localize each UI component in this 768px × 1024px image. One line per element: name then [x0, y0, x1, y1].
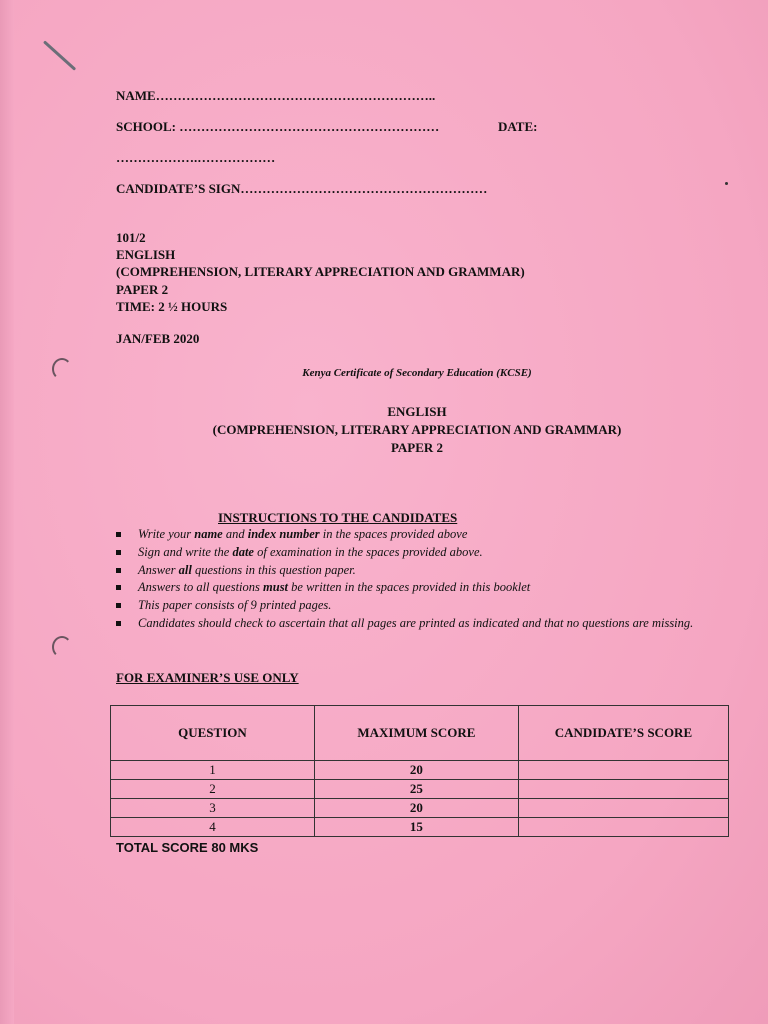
table-row: [111, 799, 729, 818]
center-subtitle: (COMPREHENSION, LITERARY APPRECIATION AND GRAMMAR): [212, 422, 622, 437]
bullet-icon: [116, 532, 121, 537]
bullet-icon: [116, 603, 121, 608]
instruction-text: Answer all questions in this question paper.: [138, 562, 356, 577]
paper-subject: ENGLISH: [116, 247, 176, 262]
paper-number: PAPER 2: [116, 282, 169, 297]
total-score: TOTAL SCORE 80 MKS: [116, 840, 259, 855]
bullet-icon: [116, 550, 121, 555]
instruction-text: Write your name and index number in the spaces provided above: [138, 527, 468, 541]
ink-speck: [725, 182, 728, 185]
school-field[interactable]: SCHOOL: ……………………………………………………: [116, 119, 440, 134]
question-cell: 2: [111, 780, 315, 799]
date-field[interactable]: ……………….………………: [116, 150, 276, 165]
instruction-item: [116, 544, 716, 562]
exam-body-name: Kenya Certificate of Secondary Education (KCSE): [302, 367, 532, 379]
paper-session: JAN/FEB 2020: [116, 331, 200, 346]
max-score-cell: 20: [314, 761, 518, 780]
column-header-max-score: MAXIMUM SCORE: [314, 706, 518, 761]
table-header-row: [111, 706, 729, 761]
center-paper: PAPER 2: [390, 440, 444, 455]
instructions-title: INSTRUCTIONS TO THE CANDIDATES: [218, 510, 458, 525]
bullet-icon: [116, 621, 121, 626]
instruction-item: [116, 579, 716, 597]
instruction-text: Sign and write the date of examination in the spaces provided above.: [138, 544, 483, 559]
candidate-score-cell[interactable]: [518, 780, 728, 799]
paper-code: 101/2: [116, 230, 146, 245]
table-row: [111, 761, 729, 780]
table-row: [111, 780, 729, 799]
candidate-score-cell[interactable]: [518, 818, 728, 837]
max-score-cell: 25: [314, 780, 518, 799]
instructions-list: [116, 526, 716, 633]
examiner-title: FOR EXAMINER’S USE ONLY: [116, 670, 299, 685]
bullet-icon: [116, 568, 121, 573]
bullet-icon: [116, 585, 121, 590]
instruction-text: This paper consists of 9 printed pages.: [138, 598, 332, 613]
instruction-text: Answers to all questions must be written in the spaces provided in this booklet: [138, 580, 531, 595]
paper-edge: [0, 0, 14, 1024]
instruction-item: [116, 597, 716, 615]
column-header-candidate-score: CANDIDATE’S SCORE: [518, 706, 728, 761]
staple-mark: [43, 40, 76, 70]
column-header-question: QUESTION: [111, 706, 315, 761]
name-field[interactable]: NAME………………………………………………………..: [116, 88, 436, 103]
candidate-sign-field[interactable]: CANDIDATE’S SIGN…………………………………………………: [116, 181, 488, 196]
instruction-item: [116, 526, 716, 544]
question-cell: 4: [111, 818, 315, 837]
instruction-item: [116, 562, 716, 580]
paper-time: TIME: 2 ½ HOURS: [116, 299, 228, 314]
candidate-score-cell[interactable]: [518, 761, 728, 780]
paper-subtitle: (COMPREHENSION, LITERARY APPRECIATION AND GRAMMAR): [116, 264, 525, 279]
date-label: DATE:: [498, 119, 538, 134]
max-score-cell: 15: [314, 818, 518, 837]
instruction-text: Candidates should check to ascertain that all pages are printed as indicated and that no questions are missing.: [138, 615, 694, 630]
question-cell: 1: [111, 761, 315, 780]
table-row: [111, 818, 729, 837]
candidate-score-cell[interactable]: [518, 799, 728, 818]
center-subject: ENGLISH: [387, 404, 447, 419]
punch-hole-bottom: [52, 636, 72, 658]
question-cell: 3: [111, 799, 315, 818]
score-table: [110, 705, 729, 837]
max-score-cell: 20: [314, 799, 518, 818]
instruction-item: [116, 615, 716, 633]
